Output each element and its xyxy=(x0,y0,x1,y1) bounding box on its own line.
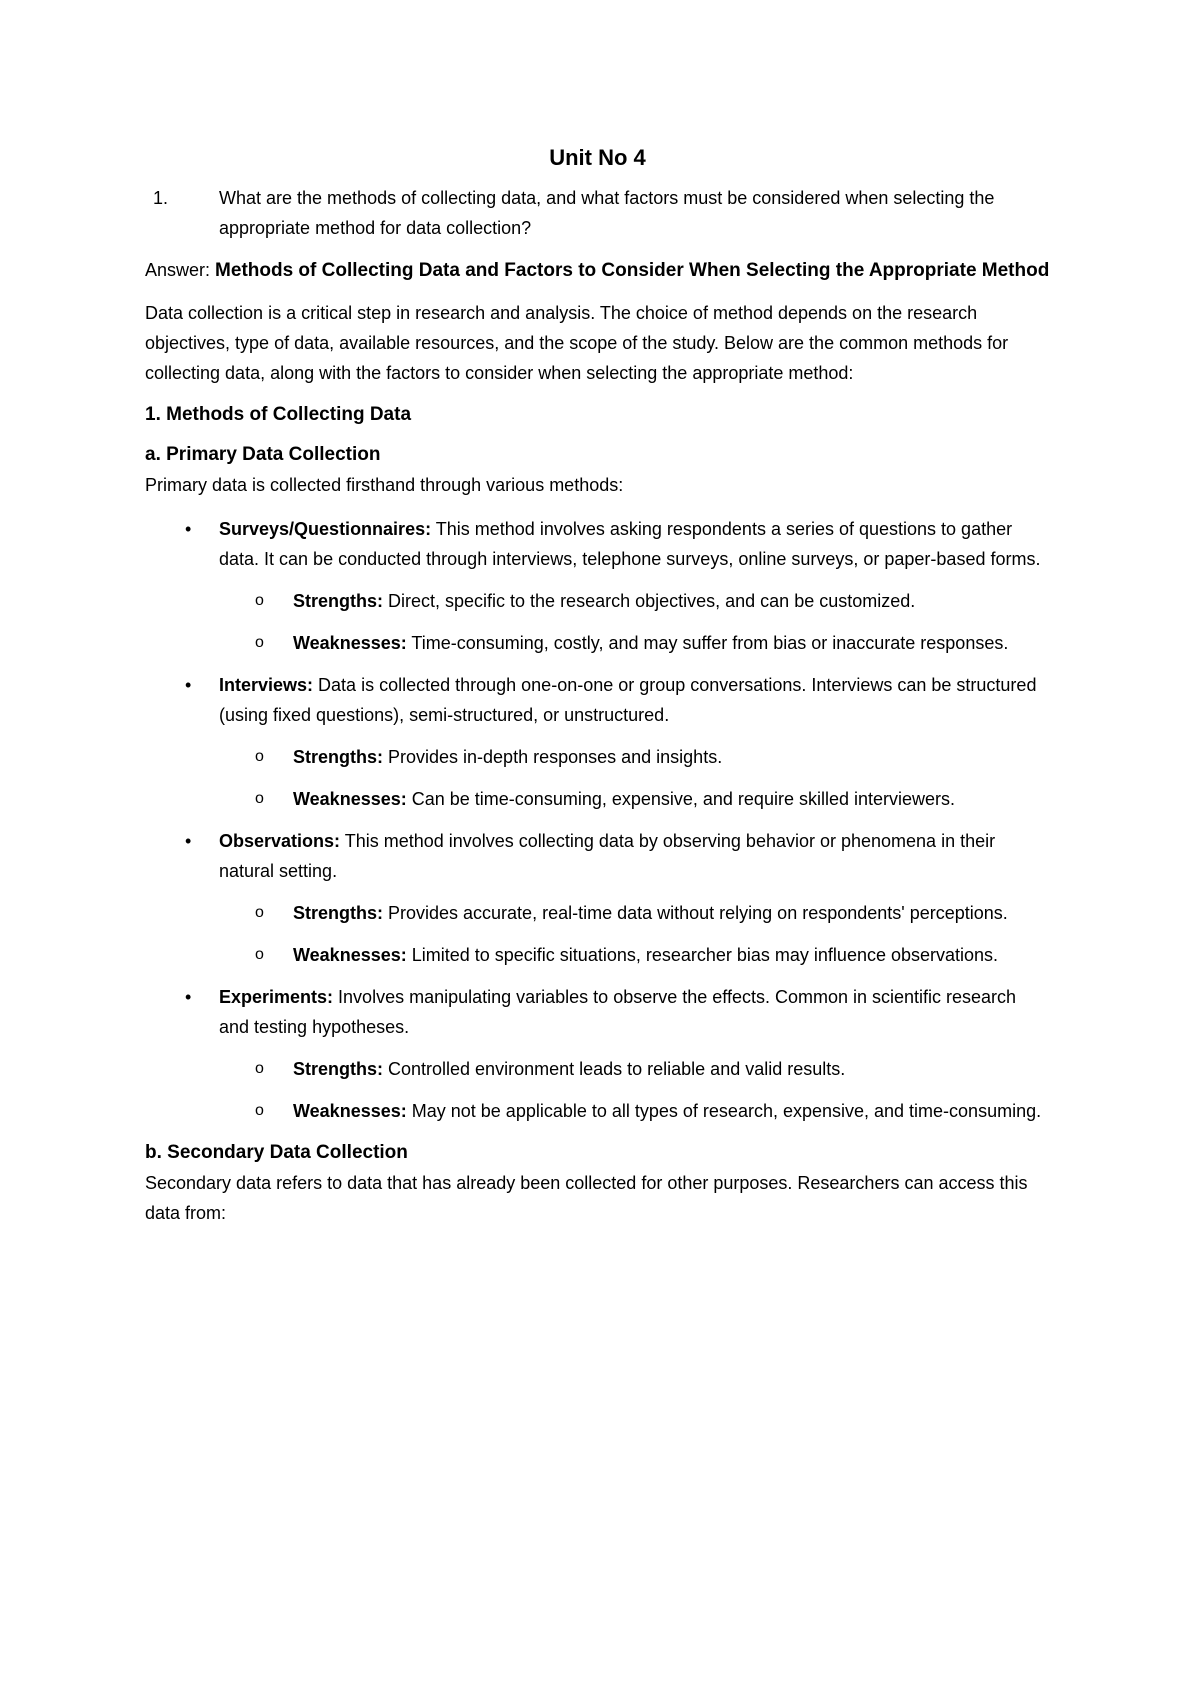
strengths-description: Provides accurate, real-time data without relying on respondents' perceptions. xyxy=(383,903,1008,923)
list-item xyxy=(145,514,1050,574)
sub-bullet-glyph: o xyxy=(255,592,264,609)
document-body xyxy=(145,143,1050,1228)
method-name: Interviews: xyxy=(219,675,314,695)
method-text xyxy=(219,514,1050,574)
method-description: This method involves asking respondents a series of questions to gather data. It can be conducted through interviews, telephone surveys, online surveys, or paper-based forms. xyxy=(219,519,1041,569)
sub-bullet-glyph: o xyxy=(255,634,264,651)
method-text xyxy=(219,670,1050,730)
weaknesses-text xyxy=(293,1096,1050,1126)
strengths-text xyxy=(293,1054,1050,1084)
bullet-glyph: • xyxy=(185,675,192,695)
method-description: Involves manipulating variables to observe the effects. Common in scientific research and testing hypotheses. xyxy=(219,987,1017,1037)
list-item xyxy=(145,1096,1050,1126)
weaknesses-text xyxy=(293,940,1050,970)
primary-heading: a. Primary Data Collection xyxy=(145,444,381,465)
list-item xyxy=(145,586,1050,616)
list-item xyxy=(145,1054,1050,1084)
strengths-description: Provides in-depth responses and insights. xyxy=(383,747,723,767)
list-item xyxy=(145,670,1050,730)
strengths-text xyxy=(293,898,1050,928)
answer-label: Answer: xyxy=(145,260,211,280)
list-item xyxy=(145,742,1050,772)
secondary-heading: b. Secondary Data Collection xyxy=(145,1142,408,1163)
list-item xyxy=(145,628,1050,658)
answer-line xyxy=(145,255,1050,286)
intro-paragraph: Data collection is a critical step in research and analysis. The choice of method depends on the research objectives, type of data, available resources, and the scope of the study. Below are the common methods for collecting data, along with the factors to consider when selecting the appropriate method: xyxy=(145,303,1009,383)
strengths-label: Strengths: xyxy=(293,1059,383,1079)
list-item xyxy=(145,826,1050,886)
method-description: Data is collected through one-on-one or group conversations. Interviews can be structured (using fixed questions), semi-structured, or unstructured. xyxy=(219,675,1037,725)
primary-intro: Primary data is collected firsthand through various methods: xyxy=(145,475,624,495)
method-text xyxy=(219,826,1050,886)
strengths-label: Strengths: xyxy=(293,747,383,767)
weaknesses-label: Weaknesses: xyxy=(293,633,407,653)
strengths-description: Controlled environment leads to reliable and valid results. xyxy=(383,1059,846,1079)
sub-bullet-glyph: o xyxy=(255,1102,264,1119)
list-item xyxy=(145,982,1050,1042)
question-item xyxy=(145,183,1050,243)
sub-bullet-glyph: o xyxy=(255,790,264,807)
list-item xyxy=(145,898,1050,928)
method-name: Surveys/Questionnaires: xyxy=(219,519,432,539)
weaknesses-label: Weaknesses: xyxy=(293,1101,407,1121)
answer-heading: Methods of Collecting Data and Factors to Consider When Selecting the Appropriate Method xyxy=(215,260,1050,281)
question-number: 1. xyxy=(153,188,169,208)
question-text: What are the methods of collecting data, and what factors must be considered when selecting the appropriate method for data collection? xyxy=(219,188,995,238)
strengths-text xyxy=(293,742,1050,772)
bullet-glyph: • xyxy=(185,831,192,851)
sub-bullet-glyph: o xyxy=(255,748,264,765)
list-item xyxy=(145,784,1050,814)
method-text xyxy=(219,982,1050,1042)
strengths-description: Direct, specific to the research objectives, and can be customized. xyxy=(383,591,916,611)
weaknesses-description: Time-consuming, costly, and may suffer from bias or inaccurate responses. xyxy=(406,633,1009,653)
method-description: This method involves collecting data by observing behavior or phenomena in their natural setting. xyxy=(219,831,996,881)
weaknesses-description: May not be applicable to all types of research, expensive, and time-consuming. xyxy=(406,1101,1042,1121)
bullet-glyph: • xyxy=(185,987,192,1007)
weaknesses-text xyxy=(293,628,1050,658)
strengths-text xyxy=(293,586,1050,616)
weaknesses-description: Limited to specific situations, researcher bias may influence observations. xyxy=(406,945,999,965)
method-name: Experiments: xyxy=(219,987,334,1007)
strengths-label: Strengths: xyxy=(293,903,383,923)
weaknesses-label: Weaknesses: xyxy=(293,789,407,809)
secondary-intro: Secondary data refers to data that has already been collected for other purposes. Researchers can access this data from: xyxy=(145,1173,1028,1223)
page-title: Unit No 4 xyxy=(549,145,646,170)
sub-bullet-glyph: o xyxy=(255,904,264,921)
bullet-glyph: • xyxy=(185,519,192,539)
list-item xyxy=(145,940,1050,970)
weaknesses-label: Weaknesses: xyxy=(293,945,407,965)
strengths-label: Strengths: xyxy=(293,591,383,611)
section-heading: 1. Methods of Collecting Data xyxy=(145,404,412,425)
sub-bullet-glyph: o xyxy=(255,946,264,963)
method-name: Observations: xyxy=(219,831,341,851)
weaknesses-text xyxy=(293,784,1050,814)
sub-bullet-glyph: o xyxy=(255,1060,264,1077)
weaknesses-description: Can be time-consuming, expensive, and require skilled interviewers. xyxy=(406,789,956,809)
